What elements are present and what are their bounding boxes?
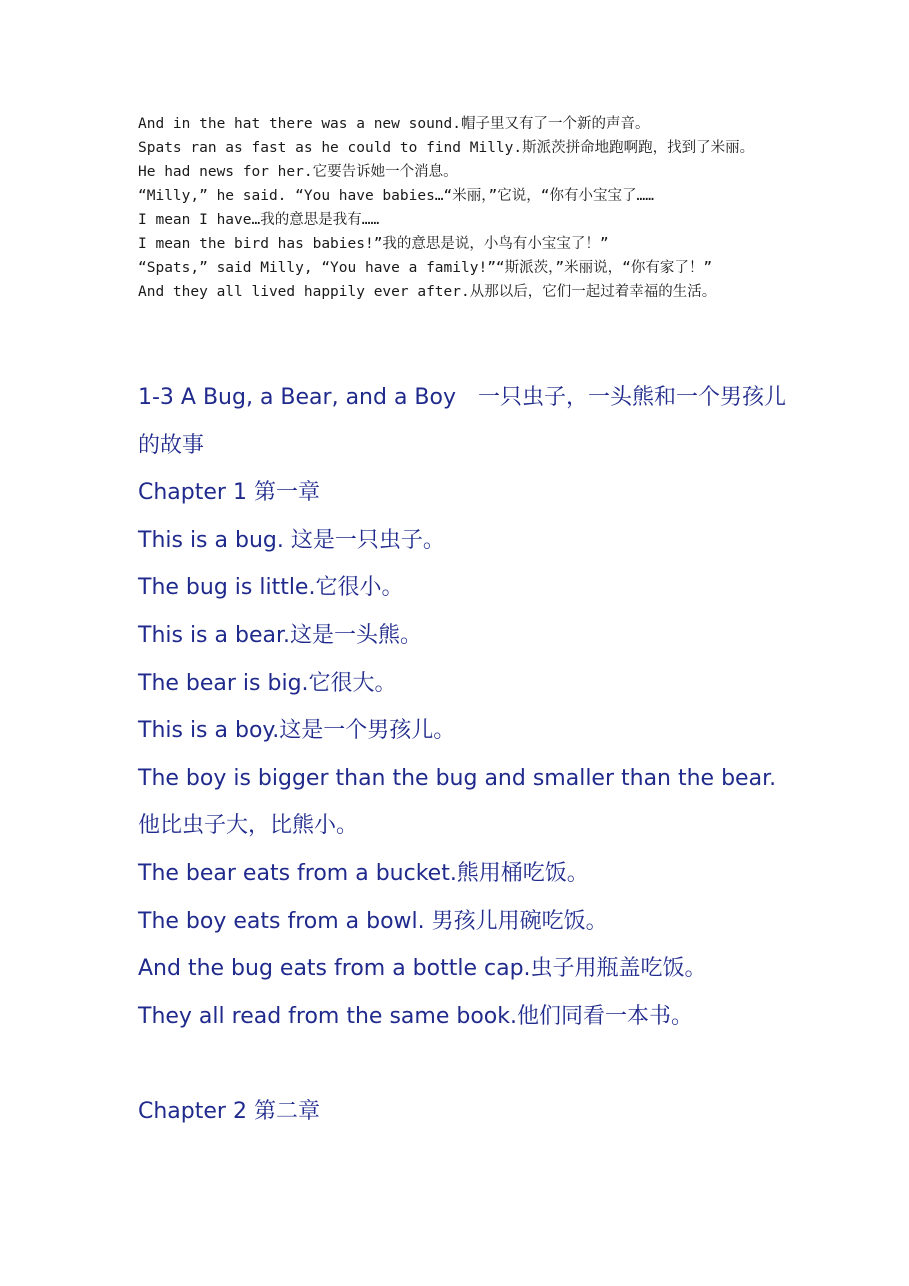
chapter-line: The bear is big.它很大。 [138,670,397,696]
chapter-line: The boy eats from a bowl. 男孩儿用碗吃饭。 [138,908,608,934]
chapter-line: And the bug eats from a bottle cap.虫子用瓶盖吃饭。 [138,956,707,982]
story-line: “Spats,” said Milly, “You have a family!”“斯派茨，”米丽说，“你有家了！” [138,260,713,276]
chapter-line: The bug is little.它很小。 [138,575,404,601]
story-text-block [138,112,778,304]
story-line: And they all lived happily ever after.从那以后，它们一起过着幸福的生活。 [138,284,717,300]
blank-spacer [138,1040,788,1088]
story-line: He had news for her.它要告诉她一个消息。 [138,164,458,180]
story-line: I mean the bird has babies!”我的意思是说，小鸟有小宝宝了！” [138,236,609,252]
story-line: I mean I have…我的意思是我有…… [138,212,380,228]
section-text-block [138,374,788,1136]
story-line: And in the hat there was a new sound.帽子里又有了一个新的声音。 [138,116,650,132]
chapter-line: They all read from the same book.他们同看一本书。 [138,1003,693,1029]
chapter-line: This is a boy.这是一个男孩儿。 [138,718,456,744]
chapter-line: This is a bug. 这是一只虫子。 [138,527,445,553]
chapter-heading: Chapter 1 第一章 [138,480,320,506]
chapter-line: The bear eats from a bucket.熊用桶吃饭。 [138,860,589,886]
chapter-line: The boy is bigger than the bug and smaller than the bear. 他比虫子大，比熊小。 [138,765,777,839]
chapter-line: This is a bear.这是一头熊。 [138,622,422,648]
story-line: “Milly,” he said. “You have babies…“米丽，”它说，“你有小宝宝了…… [138,188,654,204]
chapter-heading: Chapter 2 第二章 [138,1098,320,1124]
story-line: Spats ran as fast as he could to find Milly.斯派茨拼命地跑啊跑，找到了米丽。 [138,140,755,156]
section-title: 1-3 A Bug, a Bear, and a Boy 一只虫子，一头熊和一个男孩儿的故事 [138,385,787,458]
